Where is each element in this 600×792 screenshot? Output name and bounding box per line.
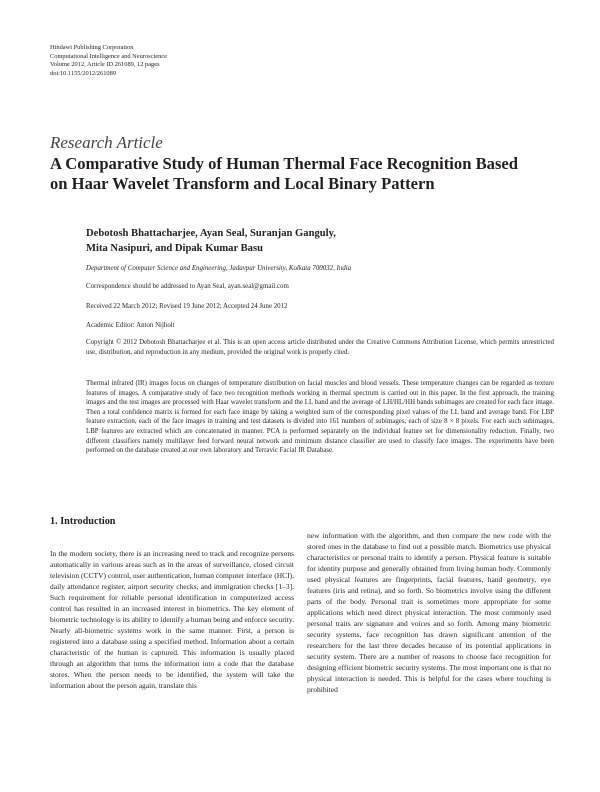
correspondence: Correspondence should be addressed to Ayan Seal, ayan.seal@gmail.com: [86, 283, 289, 290]
doi: doi:10.1155/2012/261089: [50, 69, 116, 77]
affiliation: Department of Computer Science and Engineering, Jadavpur University, Kolkata 700032, India: [86, 265, 352, 272]
body-column-left: In the modern society, there is an increasing need to track and recognize persons automatically in various areas such as in the areas of surveillance, closed circuit television (CCTV) control, user authentication, human computer interface (HCI), daily attendance register, airport security checks, and immigration checks [1–3]. Such requirement for reliable personal identification in computerized access control has resulted in an increased interest in biometrics. The key element of biometric technology is its ability to identify a human being and enforce security. Nearly all-biometric systems work in the same manner. First, a person is registered into a database using a specified method. Information about a certain characteristic of the human is captured. This information is usually placed through an algorithm that turns the information into a code that the database stores. When the person needs to be identified, the system will take the information about the person again, translate this: [50, 549, 294, 690]
title-line-1: A Comparative Study of Human Thermal Face Recognition Based: [50, 154, 519, 173]
section-heading-introduction: 1. Introduction: [50, 516, 116, 527]
paper-title: [50, 154, 570, 194]
journal-header: [50, 44, 350, 78]
received-dates: Received 22 March 2012; Revised 19 June 2012; Accepted 24 June 2012: [86, 303, 288, 310]
title-line-2: on Haar Wavelet Transform and Local Binary Pattern: [50, 174, 435, 193]
abstract: Thermal infrared (IR) images focus on changes of temperature distribution on facial muscles and blood vessels. These temperature changes can be regarded as texture features of images. A comparative study of face two recognition methods working in thermal spectrum is carried out in this paper. In the first approach, the training images and the test images are processed with Haar wavelet transform and the LL band and the average of LH/HL/HH bands subimages are created for each face image. Then a total confidence matrix is formed for each face image by taking a weighted sum of the corresponding pixel values of the LL band and average band. For LBP feature extraction, each of the face images in training and test datasets is divided into 161 numbers of subimages, each of size 8 × 8 pixels. For each such subimages, LBP features are extracted which are concatenated in manner. PCA is performed separately on the individual feature set for dimensionality reduction. Finally, two different classifiers namely multilayer feed forward neural network and minimum distance classifier are used to classify face images. The experiments have been performed on the database created at our own laboratory and Terravic Facial IR Database.: [86, 380, 554, 455]
authors-line-1: Debotosh Bhattacharjee, Ayan Seal, Suranjan Ganguly,: [86, 228, 336, 239]
copyright-notice: Copyright © 2012 Debotosh Bhattacharjee et al. This is an open access article distributed under the Creative Commons Attribution License, which permits unrestricted use, distribution, and reproduction in any medium, provided the original work is properly cited.: [86, 339, 554, 356]
journal-name: Computational Intelligence and Neuroscience: [50, 52, 167, 60]
volume-info: Volume 2012, Article ID 261089, 12 pages: [50, 61, 160, 69]
body-column-right: new information with the algorithm, and then compare the new code with the stored ones in the database to find out a possible match. Biometrics use physical characteristics or personal traits to identify a person. Physical feature is suitable for identity purpose and generally obtained from living human body. Commonly used physical features are fingerprints, facial features, hand geometry, eye features (iris and retina), and so forth. So biometrics involve using the different parts of the body. Personal trait is sometimes more appropriate for some applications which need direct physical interaction. The most commonly used personal traits are signature and voices and so forth. Among many biometric security systems, face recognition has drawn significant attention of the researchers for the last three decades because of its potential applications in security system. There are a number of reasons to choose face recognition for designing efficient biometric security systems. The most important one is that no physical interaction is needed. This is helpful for the cases where touching is prohibited: [307, 531, 551, 694]
academic-editor: Academic Editor: Anton Nijholt: [86, 322, 175, 329]
publisher: Hindawi Publishing Corporation: [50, 44, 134, 51]
author-list: [86, 227, 336, 256]
authors-line-2: Mita Nasipuri, and Dipak Kumar Basu: [86, 242, 263, 254]
article-type: Research Article: [50, 133, 163, 152]
